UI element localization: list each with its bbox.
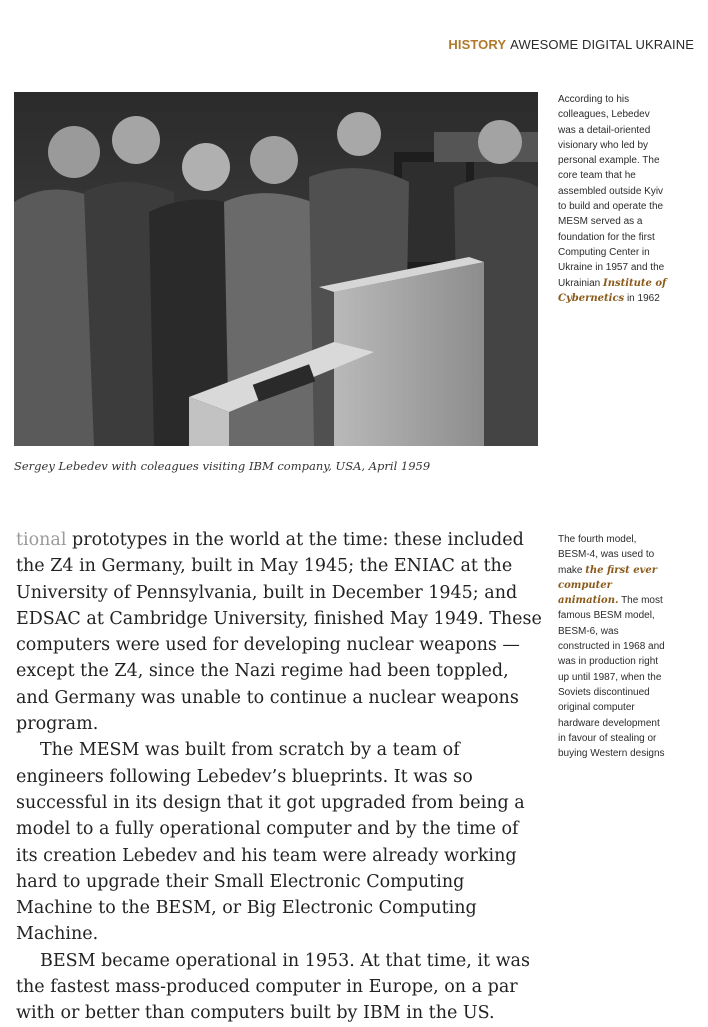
sidenote-highlight: Institute of Cybernetics — [558, 277, 667, 304]
section-label: HISTORY — [448, 37, 507, 52]
article-body — [16, 527, 542, 1027]
historical-photo — [14, 92, 538, 446]
sidenote-text: According to his colleagues, Lebedev was a detail-oriented visionary who led by personal example. The core team that he assembled outside Kyiv to build and operate the MESM served as a foundation for the first Computing Center in Ukraine in 1957 and the Ukrainian — [558, 94, 665, 289]
sidenote-text-end: The most famous BESM model, BESM-6, was constructed in 1968 and was in production right up until 1987, when the Soviets discontinued original computer hardware development in favour of stealing or buying Western designs — [558, 595, 665, 760]
page-header — [448, 37, 694, 52]
sidenote-besm — [558, 532, 670, 761]
paragraph-1-text: prototypes in the world at the time: these included the Z4 in Germany, built in May 1945; the ENIAC at the University of Pennsylvania, built in December 1945; and EDSAC at Cambridge University, finished May 1949. These computers were used for developing nuclear weapons — except the Z4, since the Nazi regime had been toppled, and Germany was unable to continue a nuclear weapons program. — [16, 530, 542, 735]
paragraph-2: The MESM was built from scratch by a team of engineers following Lebedev’s blueprints. It was so successful in its design that it got upgraded from being a model to a fully operational computer and by the time of its creation Lebedev and his team were already working hard to upgrade their Small Electronic Computing Machine to the BESM, or Big Electronic Computing Machine. — [16, 740, 525, 945]
paragraph-1 — [16, 527, 542, 737]
sidenote-text-end: in 1962 — [626, 292, 660, 304]
paragraph-3: BESM became operational in 1953. At that time, it was the fastest mass-produced computer in Europe, on a par with or better than computers built by IBM in the US. — [16, 950, 530, 1024]
paragraph-1-start: tional — [16, 530, 67, 550]
magazine-title: AWESOME DIGITAL UKRAINE — [510, 37, 694, 52]
sidenote-text: The fourth model, BESM-4, was used to make — [558, 534, 655, 576]
photo-caption: Sergey Lebedev with coleagues visiting IBM company, USA, April 1959 — [14, 459, 431, 473]
sidenote-highlight: the first ever computer animation. — [558, 564, 658, 607]
sidenote-lebedev — [558, 92, 670, 306]
